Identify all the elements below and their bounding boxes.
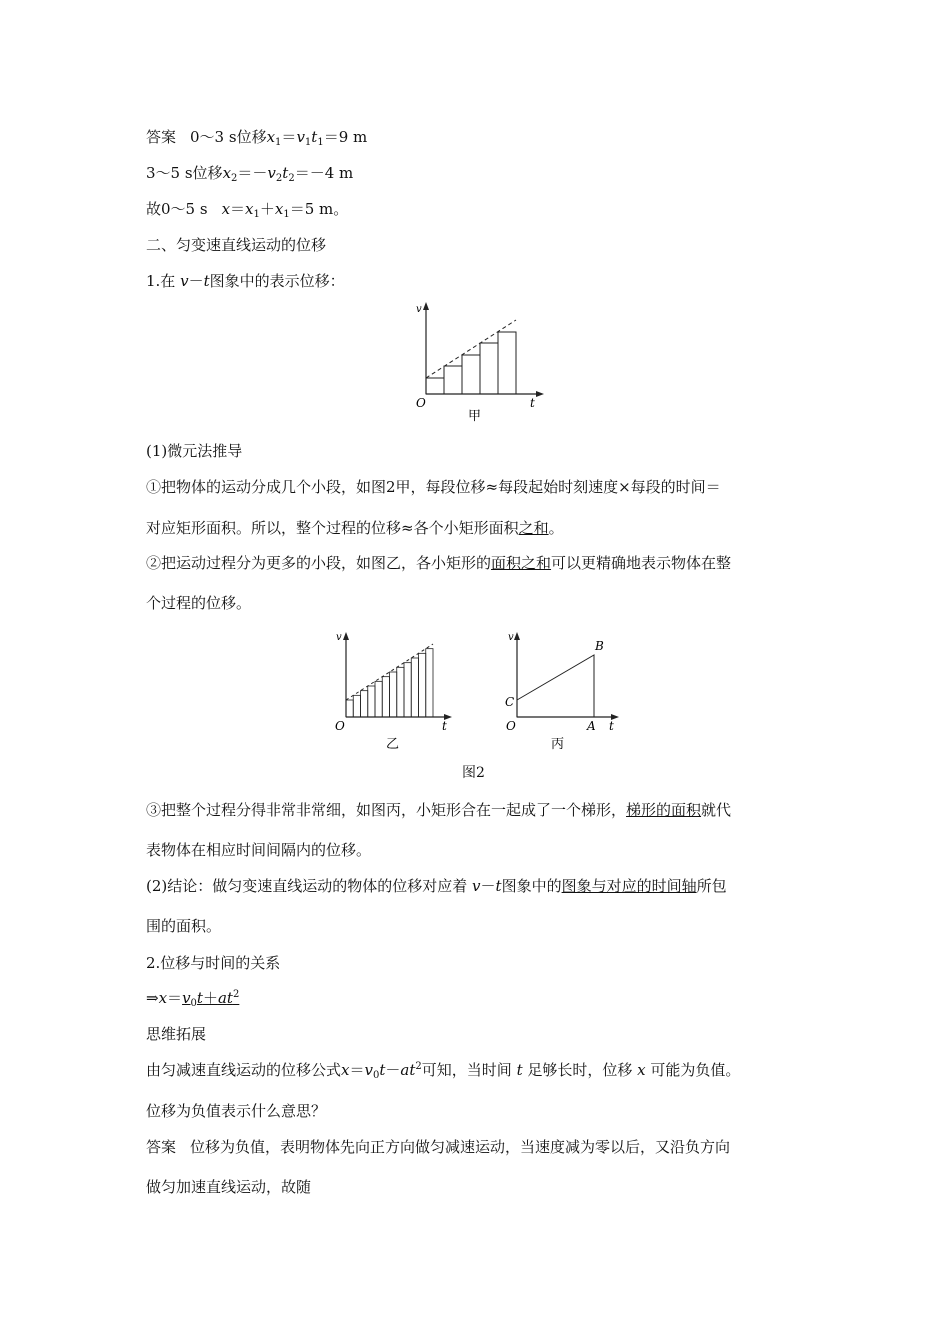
figure-caption: 乙: [386, 737, 400, 752]
answer-label: 答案: [146, 128, 177, 146]
v-axis-label: v: [508, 632, 514, 643]
area-rect: [419, 653, 426, 717]
para3-line2: 表物体在相应时间间隔内的位移。: [146, 841, 372, 859]
figure-bing: [503, 630, 633, 760]
question-line2: 位移为负值表示什么意思？: [146, 1102, 327, 1120]
para2-line2: 个过程的位移。: [146, 594, 252, 612]
area-rect: [397, 667, 404, 717]
area-rect: [375, 681, 382, 717]
conclusion-line1: (2)结论：做匀变速直线运动的物体的位移对应着 v－t图象中的图象与对应的时间轴所包: [146, 877, 727, 895]
origin-label: O: [335, 719, 345, 733]
t-axis-label: t: [442, 719, 447, 733]
answer1-line1: 答案 0～3 s位移$x_1=v_1t_1=9$ m: [146, 128, 368, 148]
area-rect: [361, 691, 368, 717]
question-line1: 由匀减速直线运动的位移公式$x=v_0t-at^2$可知，当时间 t 足够长时，位移 x 可能为负值。: [146, 1061, 741, 1081]
origin-label: O: [506, 719, 516, 733]
figure-caption: 甲: [468, 409, 482, 424]
figure2-caption: 图2: [462, 765, 485, 781]
para2-line1: ②把运动过程分为更多的小段，如图乙，各小矩形的面积之和可以更精确地表示物体在整: [146, 554, 732, 572]
t-axis-label: t: [609, 719, 614, 733]
item2-heading: 2.位移与时间的关系: [146, 954, 281, 972]
t-axis-label: t: [530, 396, 535, 410]
figure-jia: [408, 298, 548, 428]
item1-heading: 1.在 v－t图象中的表示位移：: [146, 272, 345, 290]
area-rect: [411, 658, 418, 717]
answer2-line2: 做匀加速直线运动，故随: [146, 1178, 312, 1196]
figure-yi: [330, 630, 470, 760]
area-rect: [346, 700, 353, 717]
area-rect: [426, 649, 433, 717]
area-rect: [404, 663, 411, 717]
para1-line2: 对应矩形面积。所以，整个过程的位移≈各个小矩形面积之和。: [146, 519, 564, 537]
area-rect: [368, 686, 375, 717]
answer2-line1: 答案 位移为负值，表明物体先向正方向做匀减速运动，当速度减为零以后，又沿负方向: [146, 1138, 731, 1156]
v-axis-label: v: [416, 304, 422, 315]
para1-line1: ①把物体的运动分成几个小段，如图2甲，每段位移≈每段起始时刻速度×每段的时间＝: [146, 478, 721, 496]
answer1-line2: 3～5 s位移$x_2=-v_2t_2=-4$ m: [146, 164, 354, 184]
point-c-label: C: [505, 695, 515, 709]
area-rect: [353, 695, 360, 717]
figure-yi-rects: [346, 649, 433, 717]
formula: $\Rightarrow x=v_0t+at^2$: [146, 989, 240, 1009]
thinking-heading: 思维拓展: [146, 1025, 207, 1043]
figure-caption: 丙: [551, 737, 565, 752]
v-axis-label: v: [336, 632, 342, 643]
answer1-line3: 故0～5 s $x=x_1+x_1=5$ m。: [146, 200, 349, 220]
area-rect: [382, 677, 389, 717]
origin-label: O: [416, 396, 426, 410]
section-title: 二、匀变速直线运动的位移: [146, 236, 327, 254]
area-rect: [390, 672, 397, 717]
para3-line1: ③把整个过程分得非常非常细，如图丙，小矩形合在一起成了一个梯形，梯形的面积就代: [146, 801, 732, 819]
conclusion-line2: 围的面积。: [146, 917, 222, 935]
derive-title: (1)微元法推导: [146, 442, 243, 460]
answer-label: 答案: [146, 1138, 177, 1156]
point-a-label: A: [587, 719, 596, 733]
point-b-label: B: [595, 639, 604, 653]
